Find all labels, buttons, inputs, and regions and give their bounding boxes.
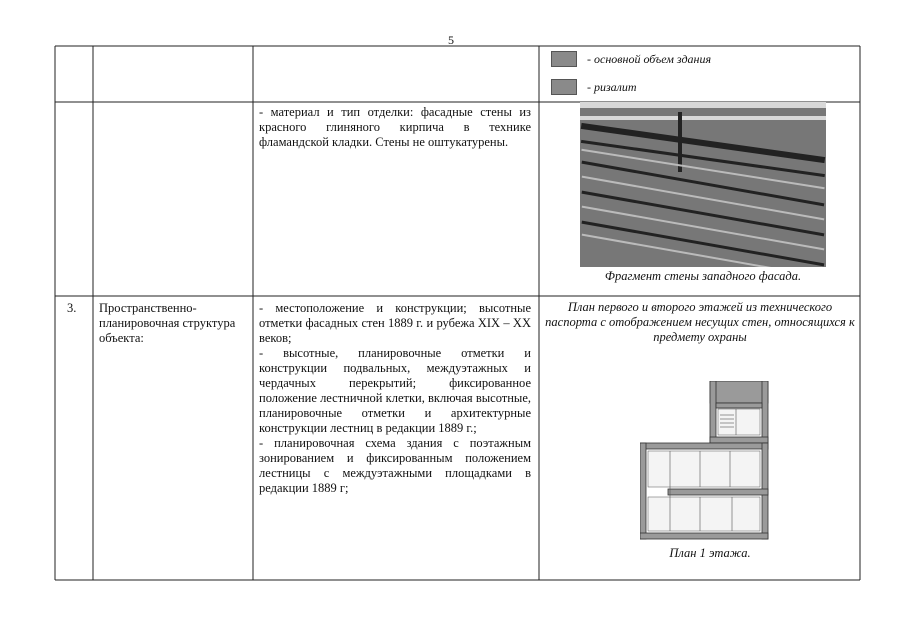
floor-plan-drawing — [640, 381, 770, 541]
legend-item-risalit — [551, 79, 637, 95]
list-item: - высотные, планировочные отметки и конструкции подвальных, междуэтажных и чердачных перекрытий; фиксированное положение лестничной клетки, включая высотные, планировочные отметки и архитектурные конструкции лестниц в редакции 1889 г.; — [259, 346, 531, 435]
list-item: - планировочная схема здания с поэтажным зонированием и фиксированным положением лестницы с междуэтажными площадками в редакции 1889 г; — [259, 436, 531, 495]
page-number: 5 — [448, 33, 454, 47]
row-number: 3. — [67, 301, 77, 315]
row-name-line: Пространственно- — [99, 301, 197, 315]
material-text: - материал и тип отделки: фасадные стены из красного глиняного кирпича в технике фламандской кладки. Стены не оштукатурены. — [259, 105, 531, 149]
wall-fragment-photo — [580, 102, 826, 267]
legend-item-main-volume — [551, 51, 711, 67]
row-name — [99, 301, 251, 346]
plan-caption: План 1 этажа. — [669, 546, 751, 560]
legend-label: - основной объем здания — [587, 51, 712, 66]
row-name-line: объекта: — [99, 331, 144, 345]
protected-items-list — [259, 301, 531, 496]
legend-swatch — [551, 79, 577, 95]
legend-label: - ризалит — [587, 79, 637, 94]
legend-swatch — [551, 51, 577, 67]
list-item: - местоположение и конструкции; высотные отметки фасадных стен 1889 г. и рубежа XIX – XX веков; — [259, 301, 531, 345]
row-name-line: планировочная структура — [99, 316, 236, 330]
plan-title: План первого и второго этажей из технического паспорта с отображением несущих стен, относящихся к предмету охраны — [545, 300, 855, 344]
photo-caption: Фрагмент стены западного фасада. — [604, 269, 802, 283]
